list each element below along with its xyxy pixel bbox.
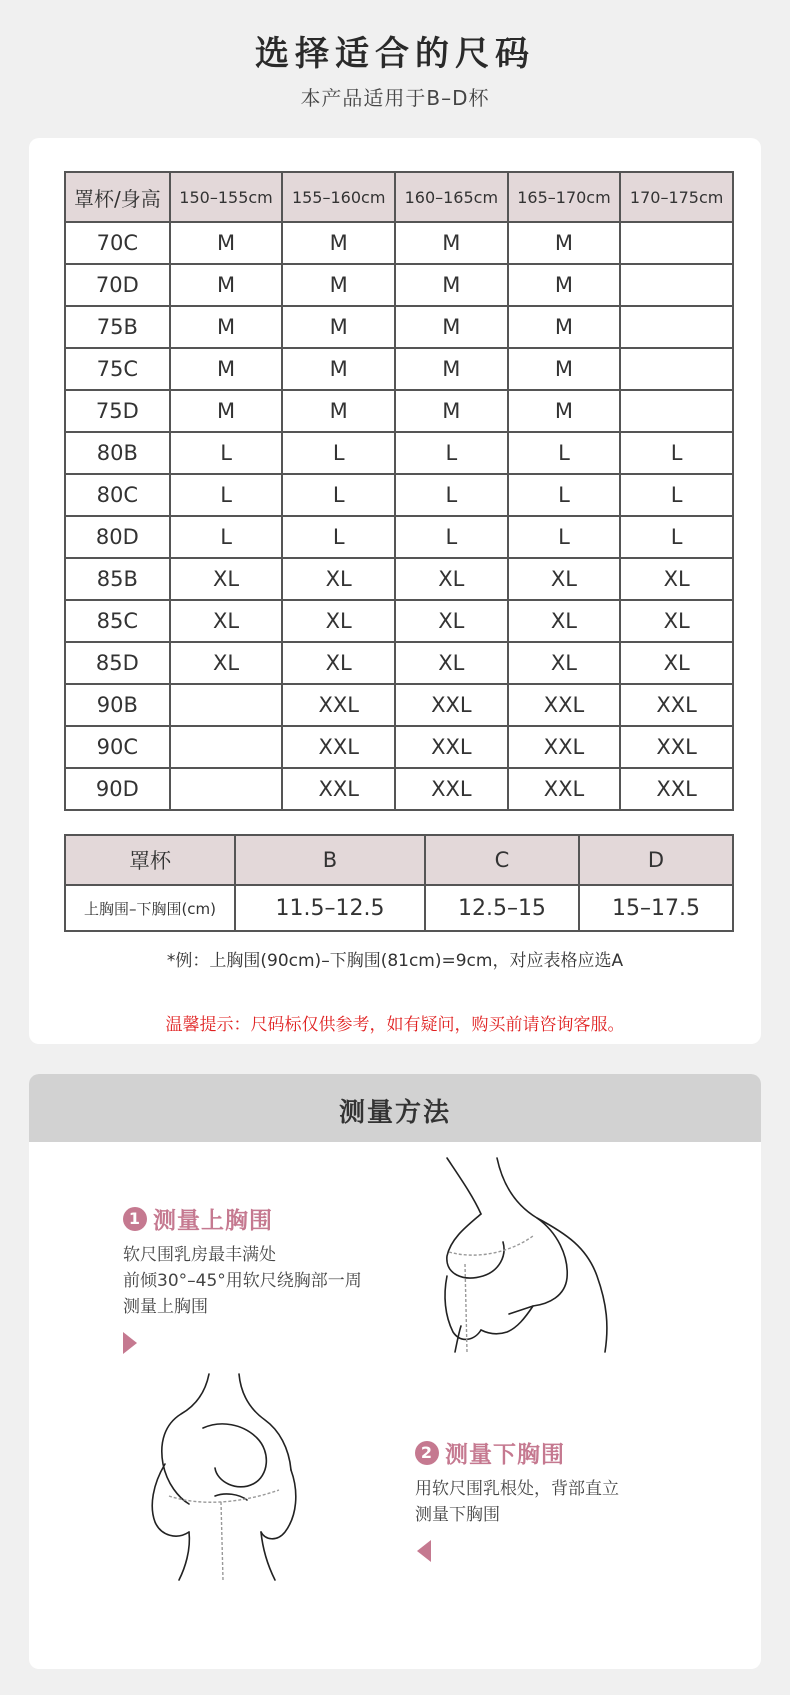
size-cell: XL (620, 558, 733, 600)
size-table (64, 171, 734, 811)
size-cell: M (282, 264, 395, 306)
size-table-header: 160–165cm (395, 172, 508, 222)
example-note: *例：上胸围(90cm)–下胸围(81cm)=9cm，对应表格应选A (166, 951, 624, 971)
size-table-header: 170–175cm (620, 172, 733, 222)
size-cell: M (395, 390, 508, 432)
size-code-cell: 70D (65, 264, 170, 306)
size-table-header: 罩杯/身高 (65, 172, 170, 222)
size-cell: XL (508, 642, 621, 684)
size-cell: L (395, 516, 508, 558)
step1-line: 软尺围乳房最丰满处 (123, 1245, 276, 1265)
size-cell: L (282, 516, 395, 558)
step1-description (123, 1242, 362, 1320)
size-cell: XXL (282, 768, 395, 810)
step1-title (123, 1202, 273, 1235)
size-cell: M (170, 306, 283, 348)
size-cell (620, 222, 733, 264)
table-row (65, 222, 733, 264)
table-row (65, 768, 733, 810)
size-cell: XL (170, 642, 283, 684)
size-cell: XL (282, 600, 395, 642)
size-cell: XXL (395, 726, 508, 768)
size-code-cell: 90C (65, 726, 170, 768)
size-cell: XL (508, 600, 621, 642)
size-cell: M (170, 348, 283, 390)
size-cell: XL (395, 558, 508, 600)
size-cell: M (282, 306, 395, 348)
page-title: 选择适合的尺码 (255, 34, 535, 74)
cup-table-row (65, 885, 733, 931)
size-cell: XL (620, 600, 733, 642)
size-table-header: 165–170cm (508, 172, 621, 222)
table-row (65, 558, 733, 600)
warning-note: 温馨提示：尺码标仅供参考，如有疑问，购买前请咨询客服。 (165, 1015, 625, 1035)
step1-line: 前倾30°–45°用软尺绕胸部一周 (123, 1271, 362, 1291)
size-cell: XXL (508, 684, 621, 726)
size-cell (620, 348, 733, 390)
size-table-header: 150–155cm (170, 172, 283, 222)
cup-table-header-row (65, 835, 733, 885)
size-cell: M (282, 390, 395, 432)
table-row (65, 264, 733, 306)
lower-bust-illustration-icon (129, 1372, 329, 1582)
size-code-cell: 75B (65, 306, 170, 348)
table-row (65, 348, 733, 390)
size-cell: XXL (395, 768, 508, 810)
size-cell: XXL (620, 726, 733, 768)
table-row (65, 390, 733, 432)
size-cell: XL (282, 558, 395, 600)
size-cell: L (508, 474, 621, 516)
size-cell (620, 306, 733, 348)
size-cell: L (620, 432, 733, 474)
cup-table-header: C (425, 835, 579, 885)
size-cell: M (170, 264, 283, 306)
table-row (65, 684, 733, 726)
size-code-cell: 80D (65, 516, 170, 558)
table-row (65, 306, 733, 348)
size-cell: XXL (395, 684, 508, 726)
upper-bust-illustration-icon (437, 1156, 627, 1356)
size-code-cell: 75C (65, 348, 170, 390)
table-row (65, 516, 733, 558)
size-cell: XXL (620, 684, 733, 726)
size-code-cell: 90D (65, 768, 170, 810)
page-subtitle: 本产品适用于B–D杯 (300, 86, 490, 110)
size-cell: XXL (508, 726, 621, 768)
size-cell: L (508, 432, 621, 474)
cup-table-cell: 15–17.5 (579, 885, 733, 931)
table-row (65, 726, 733, 768)
cup-table-header: 罩杯 (65, 835, 235, 885)
size-cell: M (508, 306, 621, 348)
size-code-cell: 85B (65, 558, 170, 600)
size-chart-card (29, 138, 761, 1044)
size-code-cell: 70C (65, 222, 170, 264)
size-code-cell: 80B (65, 432, 170, 474)
size-cell: M (395, 222, 508, 264)
size-cell: L (508, 516, 621, 558)
measure-card (29, 1074, 761, 1669)
step2-number-badge: 2 (415, 1441, 439, 1465)
size-table-body (65, 222, 733, 810)
size-cell: L (395, 432, 508, 474)
step1-line: 测量上胸围 (123, 1297, 208, 1317)
size-code-cell: 75D (65, 390, 170, 432)
size-cell: M (395, 264, 508, 306)
size-cell: XXL (620, 768, 733, 810)
table-row (65, 432, 733, 474)
size-table-header: 155–160cm (282, 172, 395, 222)
step2-line: 用软尺围乳根处，背部直立 (415, 1479, 619, 1499)
size-cell: L (282, 474, 395, 516)
table-row (65, 600, 733, 642)
size-cell: L (170, 432, 283, 474)
step2-line: 测量下胸围 (415, 1505, 500, 1525)
cup-table-cell: 上胸围–下胸围(cm) (65, 885, 235, 931)
size-cell (620, 264, 733, 306)
size-cell: XL (508, 558, 621, 600)
size-cell: XL (282, 642, 395, 684)
cup-table-header: B (235, 835, 425, 885)
size-cell (620, 390, 733, 432)
size-cell: L (620, 474, 733, 516)
size-cell: XL (395, 642, 508, 684)
size-cell (170, 726, 283, 768)
size-cell: L (170, 474, 283, 516)
size-cell (170, 768, 283, 810)
size-cell: L (282, 432, 395, 474)
size-cell: L (395, 474, 508, 516)
size-cell: M (282, 222, 395, 264)
step2-title (415, 1436, 565, 1469)
size-cell: M (508, 390, 621, 432)
cup-table-cell: 12.5–15 (425, 885, 579, 931)
left-arrow-icon (417, 1540, 431, 1562)
step2-description (415, 1476, 619, 1528)
size-code-cell: 90B (65, 684, 170, 726)
size-cell: M (395, 306, 508, 348)
size-code-cell: 85C (65, 600, 170, 642)
size-cell: M (508, 264, 621, 306)
step1-title-text: 测量上胸围 (153, 1208, 273, 1234)
step2-title-text: 测量下胸围 (445, 1442, 565, 1468)
measure-header-band (29, 1074, 761, 1142)
size-cell: M (170, 390, 283, 432)
size-cell (170, 684, 283, 726)
size-table-header-row (65, 172, 733, 222)
size-cell: XXL (508, 768, 621, 810)
size-cell: M (508, 222, 621, 264)
size-code-cell: 80C (65, 474, 170, 516)
size-code-cell: 85D (65, 642, 170, 684)
size-cell: XL (395, 600, 508, 642)
cup-table (64, 834, 734, 932)
size-cell: M (395, 348, 508, 390)
measure-title: 测量方法 (338, 1098, 451, 1128)
size-cell: M (508, 348, 621, 390)
size-cell: XXL (282, 684, 395, 726)
right-arrow-icon (123, 1332, 137, 1354)
size-cell: XXL (282, 726, 395, 768)
size-cell: L (620, 516, 733, 558)
step1-number-badge: 1 (123, 1207, 147, 1231)
size-cell: XL (170, 600, 283, 642)
cup-table-header: D (579, 835, 733, 885)
cup-table-cell: 11.5–12.5 (235, 885, 425, 931)
table-row (65, 642, 733, 684)
size-cell: M (282, 348, 395, 390)
table-row (65, 474, 733, 516)
size-cell: L (170, 516, 283, 558)
size-cell: M (170, 222, 283, 264)
size-cell: XL (620, 642, 733, 684)
size-cell: XL (170, 558, 283, 600)
